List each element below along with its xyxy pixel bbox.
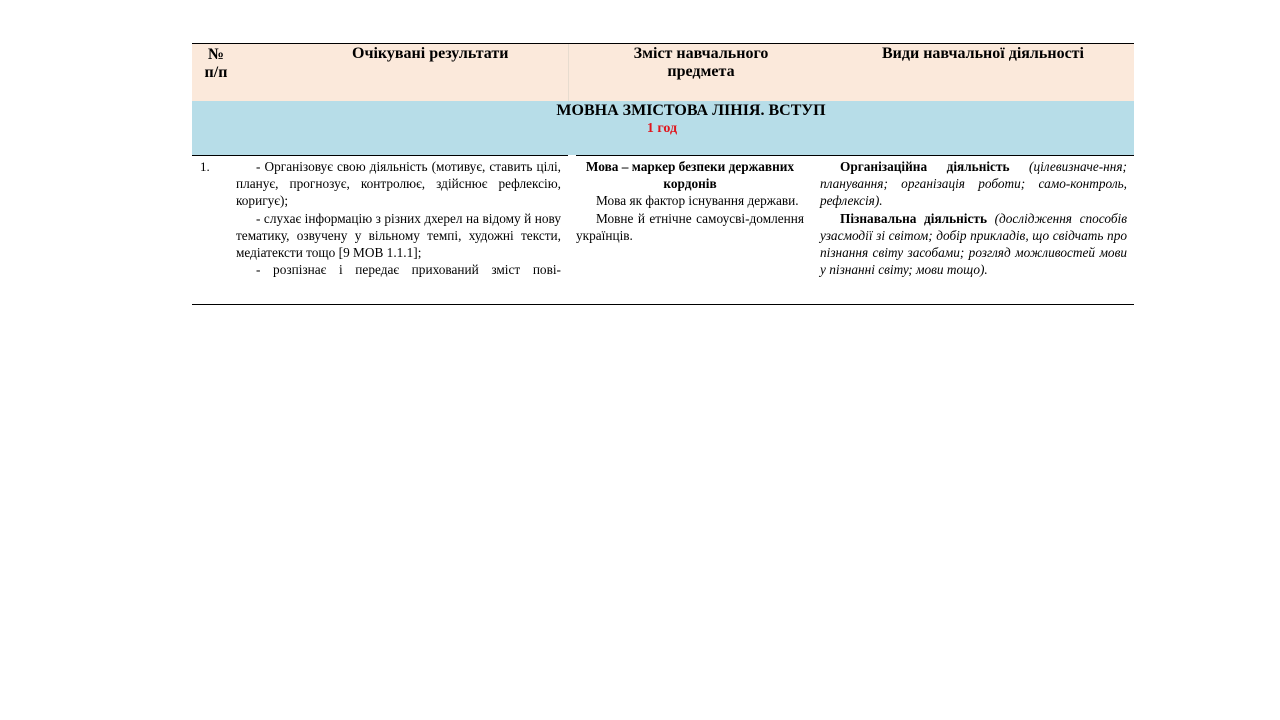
results-cell	[236, 158, 561, 278]
activity-organizational	[820, 158, 1127, 210]
table-row	[192, 156, 1134, 302]
result-text: Організовує свою діяльність (мотивує, ставить цілі, планує, прогнозує, контролює, здійснює рефлексію, коригує);	[236, 159, 561, 209]
table-header	[192, 44, 1134, 101]
activities-cell	[820, 158, 1127, 278]
result-text: слухає інформацію з різних дхерел на відому й нову тематику, озвучену у вільному темпі, художні тексти, медіатексти тощо [9 МОВ 1.1.1];	[236, 210, 561, 261]
header-results: Очікувані результати	[352, 45, 509, 62]
result-text: розпізнає і передає прихований зміст пові-	[273, 262, 561, 278]
result-item: - Організовує свою діяльність (мотивує, ставить цілі, планує, прогнозує, контролює, здійснює рефлексію, коригує);	[236, 159, 561, 209]
section-hours: 1 год	[646, 121, 678, 136]
content-title: Мова – маркер безпеки державних кордонів	[585, 159, 795, 192]
activity-cognitive-title: Пізнавальна діяльність	[840, 210, 987, 226]
section-row	[192, 101, 1134, 155]
content-cell	[576, 158, 804, 244]
header-number	[202, 46, 230, 82]
content-item: Мова як фактор існування держави.	[596, 193, 799, 209]
result-item: - слухає інформацію з різних дхерел на відому й нову тематику, озвучену у вільному темпі, художні тексти, медіатексти тощо [9 МОВ 1.1.1];	[236, 210, 561, 261]
header-column-divider	[568, 44, 569, 101]
content-item: Мовне й етнічне самоусві-домлення українців.	[576, 210, 804, 243]
section-title: МОВНА ЗМІСТОВА ЛІНІЯ. ВСТУП	[556, 102, 826, 119]
header-number-text: № п/п	[204, 46, 228, 81]
activity-organizational-desc: (цілевизначе-ння; планування; організація роботи; само-контроль, рефлексія).	[820, 159, 1127, 209]
curriculum-table	[192, 43, 1134, 305]
header-activities: Види навчальної діяльності	[882, 45, 1084, 62]
header-content: Зміст навчального предмета	[633, 45, 769, 80]
activity-cognitive-desc: (дослідження способів узасмодії зі світом; добір прикладів, що свідчать про пізнання світу засобами; розгляд можливостей мови у пізнанні світу; мови тощо).	[820, 210, 1127, 278]
row-number: 1.	[200, 159, 210, 174]
activity-cognitive	[820, 210, 1127, 279]
activity-organizational-title: Організаційна діяльність	[840, 159, 1010, 174]
result-item: - розпізнає і передає прихований зміст пові-	[256, 262, 561, 278]
